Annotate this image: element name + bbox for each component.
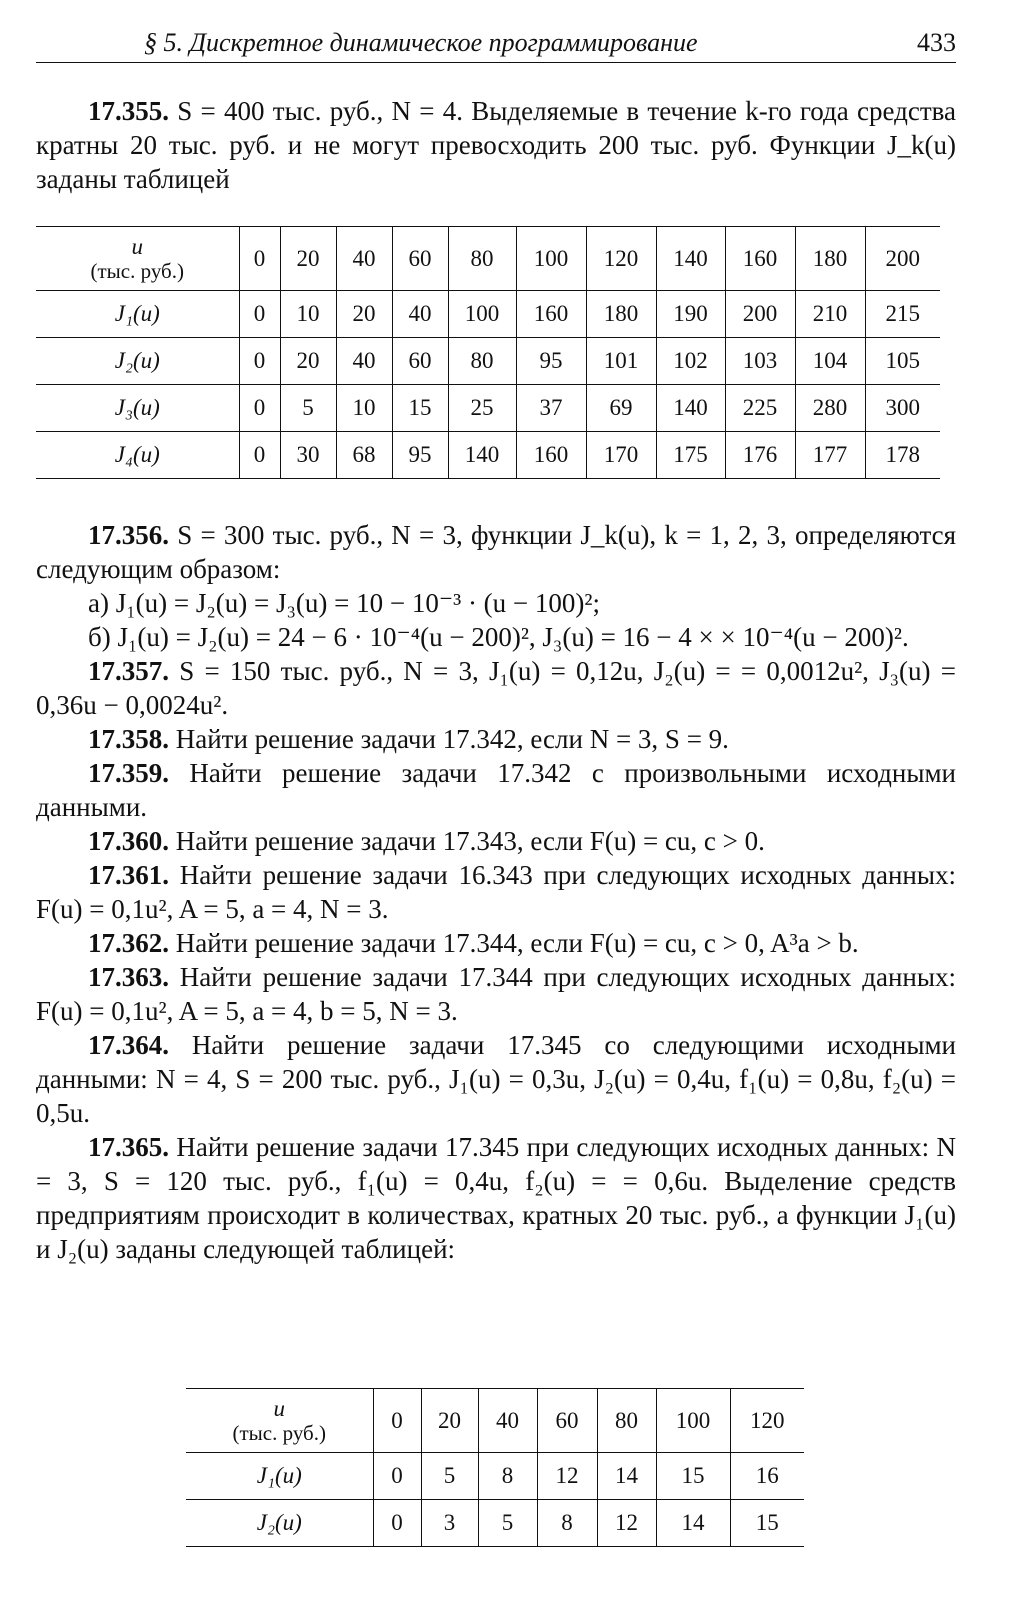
problem-number: 17.359. [88,758,169,788]
table-cell: 25 [448,385,516,432]
header-cell: 160 [725,227,795,291]
table-cell: 210 [795,291,865,338]
table-cell: 5 [421,1453,478,1500]
table-cell: 0 [239,385,280,432]
table-cell: 0 [239,291,280,338]
table-cell: 14 [656,1500,730,1547]
problem-17-360 [36,824,956,858]
header-cell: 20 [421,1389,478,1453]
table-cell: 8 [478,1453,537,1500]
problem-17-365 [36,1130,956,1266]
table-cell: 69 [586,385,656,432]
problem-text: Найти решение задачи 17.342 с произвольными исходными данными. [36,758,956,822]
header-cell: 180 [795,227,865,291]
header-cell: 20 [280,227,336,291]
table-cell: 37 [516,385,586,432]
table-cell: 8 [537,1500,597,1547]
problem-17-363 [36,960,956,1028]
page-number: 433 [917,28,956,57]
header-cell: 40 [336,227,392,291]
table-cell: 190 [656,291,725,338]
table-cell: 40 [336,338,392,385]
problem-text: Найти решение задачи 16.343 при следующих исходных данных: F(u) = 0,1u², A = 5, a = 4, N = 3. [36,860,956,924]
table-cell: 40 [392,291,448,338]
table-cell: 0 [373,1500,421,1547]
problem-number: 17.364. [88,1030,169,1060]
problem-number: 17.360. [88,826,169,856]
problem-text: Найти решение задачи 17.342, если N = 3, S = 9. [175,724,729,754]
table-row [36,291,940,338]
table-cell: 215 [865,291,940,338]
problem-number: 17.355. [88,96,169,126]
table-cell: 175 [656,432,725,479]
problem-number: 17.361. [88,860,169,890]
table-cell: 95 [392,432,448,479]
table-cell: 177 [795,432,865,479]
table-cell: 105 [865,338,940,385]
problem-text: S = 400 тыс. руб., N = 4. Выделяемые в течение k-го года средства кратны 20 тыс. руб. и не могут превосходить 200 тыс. руб. Функции J_k(u) заданы таблицей [36,96,957,194]
problem-text: Найти решение задачи 17.344, если F(u) = cu, c > 0, A³a > b. [175,928,859,958]
problem-17-361 [36,858,956,926]
table-cell: 100 [448,291,516,338]
table-cell: 10 [280,291,336,338]
table-cell: 180 [586,291,656,338]
table-jk-functions [36,226,940,479]
table-cell: 15 [730,1500,804,1547]
header-cell: 0 [239,227,280,291]
table-cell: 102 [656,338,725,385]
table-cell: 10 [336,385,392,432]
table-cell: 3 [421,1500,478,1547]
table-cell: 0 [239,338,280,385]
table-cell: 15 [656,1453,730,1500]
header-cell: 0 [373,1389,421,1453]
problem-number: 17.365. [88,1132,169,1162]
table-row [36,432,940,479]
table-cell: 160 [516,291,586,338]
problem-text: Найти решение задачи 17.343, если F(u) = cu, c > 0. [175,826,765,856]
table-cell: 103 [725,338,795,385]
table-cell: 20 [336,291,392,338]
table-cell: 68 [336,432,392,479]
table-cell: 140 [656,385,725,432]
header-cell: 200 [865,227,940,291]
table-cell: 5 [280,385,336,432]
table-cell: 170 [586,432,656,479]
problem-17-356-item-b: б) J₁(u) = J₂(u) = 24 − 6 · 10⁻⁴(u − 200)², J₃(u) = 16 − 4 × × 10⁻⁴(u − 200)². [88,622,909,652]
table-cell: 0 [373,1453,421,1500]
row-label: J₁(u) [36,291,239,338]
problem-text: Найти решение задачи 17.345 со следующими исходными данными: N = 4, S = 200 тыс. руб., J₁(u) = 0,3u, J₂(u) = 0,4u, f₁(u) = 0,8u, f₂(u) = 0,5u. [36,1030,956,1128]
table-cell: 80 [448,338,516,385]
header-cell-u: u (тыс. руб.) [36,227,239,291]
problem-text: Найти решение задачи 17.345 при следующих исходных данных: N = 3, S = 120 тыс. руб., f₁(u) = 0,4u, f₂(u) = = 0,6u. Выделение средств предприятиям происходит в количествах, кратных 20 тыс. руб., а функции J₁(u) и J₂(u) заданы следующей таблицей: [36,1132,957,1264]
problem-number: 17.358. [88,724,169,754]
table-j1-j2-functions [186,1388,804,1547]
table-row [186,1500,804,1547]
page-header [36,26,956,63]
table-cell: 225 [725,385,795,432]
problem-17-364 [36,1028,956,1130]
header-cell-u: u (тыс. руб.) [186,1389,373,1453]
problem-number: 17.357. [88,656,169,686]
table-header-row [186,1389,804,1453]
table-cell: 12 [537,1453,597,1500]
table-cell: 5 [478,1500,537,1547]
problem-17-358 [36,722,956,756]
header-cell: 100 [656,1389,730,1453]
table-cell: 60 [392,338,448,385]
row-label: J₄(u) [36,432,239,479]
table-row [36,338,940,385]
problem-17-356 [36,518,956,586]
header-cell: 40 [478,1389,537,1453]
table-cell: 20 [280,338,336,385]
header-cell: 80 [597,1389,656,1453]
table-cell: 300 [865,385,940,432]
problem-17-356-item-a: а) J₁(u) = J₂(u) = J₃(u) = 10 − 10⁻³ · (u − 100)²; [88,588,600,618]
problem-17-355 [36,94,956,196]
header-cell: 60 [537,1389,597,1453]
problem-17-359 [36,756,956,824]
running-title: § 5. Дискретное динамическое программирование [144,28,698,57]
table-cell: 200 [725,291,795,338]
header-cell: 120 [586,227,656,291]
table-cell: 14 [597,1453,656,1500]
header-cell: 120 [730,1389,804,1453]
table-cell: 176 [725,432,795,479]
header-cell: 100 [516,227,586,291]
row-label: J₁(u) [186,1453,373,1500]
table-cell: 15 [392,385,448,432]
table-cell: 140 [448,432,516,479]
problems-17-356-to-17-365 [36,518,956,1266]
header-cell: 60 [392,227,448,291]
problem-number: 17.363. [88,962,169,992]
table-cell: 0 [239,432,280,479]
row-label: J₃(u) [36,385,239,432]
table-cell: 160 [516,432,586,479]
table-cell: 95 [516,338,586,385]
problem-text: S = 150 тыс. руб., N = 3, J₁(u) = 0,12u, J₂(u) = = 0,0012u², J₃(u) = 0,36u − 0,0024u². [36,656,956,720]
table-cell: 30 [280,432,336,479]
problem-number: 17.362. [88,928,169,958]
table-header-row [36,227,940,291]
problem-text: Найти решение задачи 17.344 при следующих исходных данных: F(u) = 0,1u², A = 5, a = 4, b = 5, N = 3. [36,962,956,1026]
table-row [36,385,940,432]
table-cell: 280 [795,385,865,432]
table-row [186,1453,804,1500]
problem-number: 17.356. [88,520,169,550]
header-cell: 80 [448,227,516,291]
row-label: J₂(u) [36,338,239,385]
problem-text: S = 300 тыс. руб., N = 3, функции J_k(u), k = 1, 2, 3, определяются следующим образом: [36,520,956,584]
problem-17-362 [36,926,956,960]
table-cell: 12 [597,1500,656,1547]
problem-17-357 [36,654,956,722]
header-cell: 140 [656,227,725,291]
table-cell: 178 [865,432,940,479]
table-cell: 104 [795,338,865,385]
table-cell: 101 [586,338,656,385]
row-label: J₂(u) [186,1500,373,1547]
table-cell: 16 [730,1453,804,1500]
